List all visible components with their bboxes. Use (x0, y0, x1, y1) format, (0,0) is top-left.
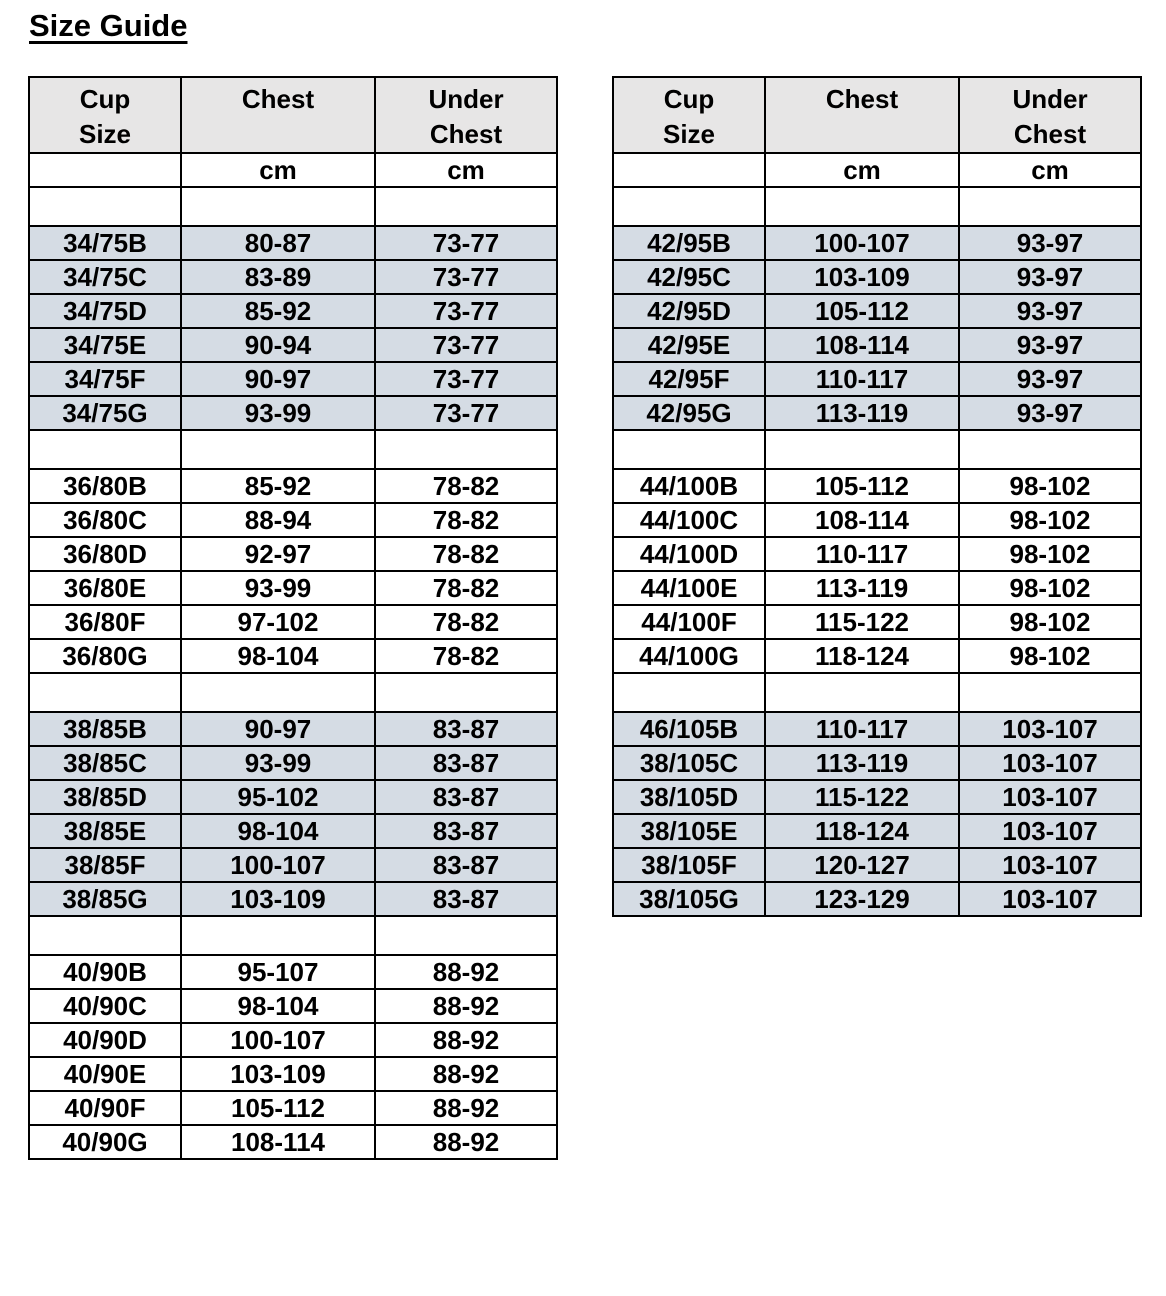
size-row (613, 712, 1141, 746)
size-row (29, 294, 557, 328)
chest-range-cell: 103-109 (181, 882, 375, 916)
size-row (613, 260, 1141, 294)
size-row (613, 396, 1141, 430)
chest-range-cell: 95-102 (181, 780, 375, 814)
chest-range-cell: 85-92 (181, 294, 375, 328)
chest-range-cell: 115-122 (765, 780, 959, 814)
chest-range-cell: 90-94 (181, 328, 375, 362)
cup-size-cell: 42/95E (613, 328, 765, 362)
chest-range-cell: 100-107 (181, 848, 375, 882)
size-row (613, 362, 1141, 396)
size-row (29, 639, 557, 673)
size-table-left (28, 76, 558, 1160)
separator-cell (613, 430, 765, 469)
cup-size-cell: 40/90B (29, 955, 181, 989)
unit-cell-under-chest: cm (375, 153, 557, 187)
size-row (29, 712, 557, 746)
chest-range-cell: 83-89 (181, 260, 375, 294)
separator-cell (765, 430, 959, 469)
separator-cell (375, 916, 557, 955)
separator-cell (959, 430, 1141, 469)
under-chest-range-cell: 83-87 (375, 746, 557, 780)
chest-range-cell: 110-117 (765, 537, 959, 571)
chest-range-cell: 103-109 (181, 1057, 375, 1091)
under-chest-range-cell: 103-107 (959, 780, 1141, 814)
unit-cell-chest: cm (765, 153, 959, 187)
cup-size-cell: 34/75D (29, 294, 181, 328)
chest-range-cell: 93-99 (181, 571, 375, 605)
separator-row (613, 673, 1141, 712)
chest-range-cell: 80-87 (181, 226, 375, 260)
chest-range-cell: 92-97 (181, 537, 375, 571)
separator-cell (181, 187, 375, 226)
cup-size-cell: 44/100F (613, 605, 765, 639)
cup-size-cell: 36/80B (29, 469, 181, 503)
size-row (613, 814, 1141, 848)
separator-row (29, 916, 557, 955)
separator-cell (29, 430, 181, 469)
size-row (29, 537, 557, 571)
chest-range-cell: 113-119 (765, 571, 959, 605)
cup-size-cell: 44/100D (613, 537, 765, 571)
separator-cell (181, 673, 375, 712)
size-row (613, 294, 1141, 328)
size-row (29, 469, 557, 503)
under-chest-range-cell: 103-107 (959, 882, 1141, 916)
size-row (613, 882, 1141, 916)
column-header-chest: Chest (765, 77, 959, 153)
separator-cell (959, 187, 1141, 226)
size-row (29, 1091, 557, 1125)
under-chest-range-cell: 98-102 (959, 469, 1141, 503)
under-chest-range-cell: 103-107 (959, 746, 1141, 780)
unit-cell-chest: cm (181, 153, 375, 187)
column-header-under-chest: Under Chest (375, 77, 557, 153)
size-row (613, 226, 1141, 260)
size-row (613, 469, 1141, 503)
chest-range-cell: 98-104 (181, 639, 375, 673)
cup-size-cell: 38/85F (29, 848, 181, 882)
cup-size-cell: 38/105F (613, 848, 765, 882)
cup-size-cell: 38/85B (29, 712, 181, 746)
separator-row (29, 673, 557, 712)
under-chest-range-cell: 88-92 (375, 1057, 557, 1091)
cup-size-cell: 34/75G (29, 396, 181, 430)
separator-cell (375, 673, 557, 712)
size-row (29, 328, 557, 362)
under-chest-range-cell: 93-97 (959, 396, 1141, 430)
size-row (29, 1057, 557, 1091)
separator-row (29, 430, 557, 469)
chest-range-cell: 105-112 (181, 1091, 375, 1125)
cup-size-cell: 42/95C (613, 260, 765, 294)
chest-range-cell: 95-107 (181, 955, 375, 989)
unit-cell-under-chest: cm (959, 153, 1141, 187)
cup-size-cell: 38/105C (613, 746, 765, 780)
size-row (29, 396, 557, 430)
chest-range-cell: 97-102 (181, 605, 375, 639)
chest-range-cell: 85-92 (181, 469, 375, 503)
cup-size-cell: 34/75C (29, 260, 181, 294)
cup-size-cell: 34/75B (29, 226, 181, 260)
units-row (29, 153, 557, 187)
cup-size-cell: 40/90D (29, 1023, 181, 1057)
separator-cell (375, 430, 557, 469)
under-chest-range-cell: 83-87 (375, 780, 557, 814)
cup-size-cell: 44/100E (613, 571, 765, 605)
under-chest-range-cell: 93-97 (959, 362, 1141, 396)
separator-cell (613, 187, 765, 226)
chest-range-cell: 120-127 (765, 848, 959, 882)
size-row (29, 226, 557, 260)
cup-size-cell: 42/95B (613, 226, 765, 260)
chest-range-cell: 88-94 (181, 503, 375, 537)
separator-cell (959, 673, 1141, 712)
size-table-right (612, 76, 1142, 917)
separator-cell (29, 187, 181, 226)
size-row (29, 1023, 557, 1057)
under-chest-range-cell: 88-92 (375, 1023, 557, 1057)
separator-cell (765, 673, 959, 712)
size-row (29, 746, 557, 780)
size-row (613, 848, 1141, 882)
cup-size-cell: 36/80D (29, 537, 181, 571)
cup-size-cell: 40/90G (29, 1125, 181, 1159)
chest-range-cell: 110-117 (765, 362, 959, 396)
under-chest-range-cell: 88-92 (375, 1091, 557, 1125)
size-row (613, 605, 1141, 639)
size-row (29, 955, 557, 989)
chest-range-cell: 115-122 (765, 605, 959, 639)
cup-size-cell: 34/75F (29, 362, 181, 396)
cup-size-cell: 38/85C (29, 746, 181, 780)
cup-size-cell: 38/105D (613, 780, 765, 814)
cup-size-cell: 42/95F (613, 362, 765, 396)
cup-size-cell: 44/100C (613, 503, 765, 537)
separator-cell (765, 187, 959, 226)
chest-range-cell: 98-104 (181, 814, 375, 848)
size-row (29, 605, 557, 639)
cup-size-cell: 34/75E (29, 328, 181, 362)
table-header-row (613, 77, 1141, 153)
column-header-cup-size: Cup Size (613, 77, 765, 153)
separator-cell (375, 187, 557, 226)
under-chest-range-cell: 93-97 (959, 328, 1141, 362)
cup-size-cell: 46/105B (613, 712, 765, 746)
under-chest-range-cell: 103-107 (959, 814, 1141, 848)
under-chest-range-cell: 88-92 (375, 1125, 557, 1159)
cup-size-cell: 44/100G (613, 639, 765, 673)
cup-size-cell: 38/105G (613, 882, 765, 916)
under-chest-range-cell: 83-87 (375, 814, 557, 848)
under-chest-range-cell: 93-97 (959, 226, 1141, 260)
under-chest-range-cell: 83-87 (375, 848, 557, 882)
under-chest-range-cell: 73-77 (375, 362, 557, 396)
under-chest-range-cell: 93-97 (959, 260, 1141, 294)
under-chest-range-cell: 98-102 (959, 537, 1141, 571)
under-chest-range-cell: 73-77 (375, 260, 557, 294)
under-chest-range-cell: 83-87 (375, 882, 557, 916)
under-chest-range-cell: 78-82 (375, 639, 557, 673)
separator-cell (181, 916, 375, 955)
column-header-cup-size: Cup Size (29, 77, 181, 153)
chest-range-cell: 90-97 (181, 362, 375, 396)
separator-cell (181, 430, 375, 469)
separator-cell (29, 916, 181, 955)
chest-range-cell: 110-117 (765, 712, 959, 746)
size-row (29, 362, 557, 396)
chest-range-cell: 113-119 (765, 746, 959, 780)
tables-container (28, 76, 1142, 1160)
under-chest-range-cell: 73-77 (375, 226, 557, 260)
chest-range-cell: 108-114 (181, 1125, 375, 1159)
size-row (29, 814, 557, 848)
size-row (29, 503, 557, 537)
under-chest-range-cell: 88-92 (375, 989, 557, 1023)
size-row (613, 571, 1141, 605)
size-row (613, 780, 1141, 814)
cup-size-cell: 44/100B (613, 469, 765, 503)
cup-size-cell: 36/80C (29, 503, 181, 537)
chest-range-cell: 93-99 (181, 396, 375, 430)
size-row (29, 848, 557, 882)
under-chest-range-cell: 93-97 (959, 294, 1141, 328)
cup-size-cell: 36/80E (29, 571, 181, 605)
under-chest-range-cell: 88-92 (375, 955, 557, 989)
size-row (613, 746, 1141, 780)
cup-size-cell: 38/85G (29, 882, 181, 916)
size-row (29, 780, 557, 814)
chest-range-cell: 105-112 (765, 294, 959, 328)
chest-range-cell: 113-119 (765, 396, 959, 430)
under-chest-range-cell: 98-102 (959, 571, 1141, 605)
under-chest-range-cell: 98-102 (959, 639, 1141, 673)
cup-size-cell: 36/80F (29, 605, 181, 639)
chest-range-cell: 108-114 (765, 503, 959, 537)
under-chest-range-cell: 73-77 (375, 294, 557, 328)
size-row (613, 537, 1141, 571)
separator-row (613, 187, 1141, 226)
chest-range-cell: 118-124 (765, 814, 959, 848)
cup-size-cell: 38/105E (613, 814, 765, 848)
under-chest-range-cell: 103-107 (959, 712, 1141, 746)
chest-range-cell: 108-114 (765, 328, 959, 362)
table-header-row (29, 77, 557, 153)
size-row (29, 571, 557, 605)
chest-range-cell: 93-99 (181, 746, 375, 780)
column-header-under-chest: Under Chest (959, 77, 1141, 153)
size-row (29, 1125, 557, 1159)
size-row (613, 503, 1141, 537)
size-row (613, 328, 1141, 362)
chest-range-cell: 100-107 (181, 1023, 375, 1057)
chest-range-cell: 123-129 (765, 882, 959, 916)
size-row (29, 989, 557, 1023)
separator-row (29, 187, 557, 226)
chest-range-cell: 103-109 (765, 260, 959, 294)
cup-size-cell: 42/95G (613, 396, 765, 430)
cup-size-cell: 42/95D (613, 294, 765, 328)
chest-range-cell: 98-104 (181, 989, 375, 1023)
size-row (613, 639, 1141, 673)
separator-cell (29, 673, 181, 712)
under-chest-range-cell: 98-102 (959, 503, 1141, 537)
under-chest-range-cell: 78-82 (375, 469, 557, 503)
cup-size-cell: 40/90E (29, 1057, 181, 1091)
under-chest-range-cell: 73-77 (375, 396, 557, 430)
size-row (29, 882, 557, 916)
unit-cell-cup-size (613, 153, 765, 187)
under-chest-range-cell: 78-82 (375, 605, 557, 639)
chest-range-cell: 100-107 (765, 226, 959, 260)
cup-size-cell: 36/80G (29, 639, 181, 673)
chest-range-cell: 105-112 (765, 469, 959, 503)
cup-size-cell: 38/85D (29, 780, 181, 814)
separator-row (613, 430, 1141, 469)
units-row (613, 153, 1141, 187)
column-header-chest: Chest (181, 77, 375, 153)
cup-size-cell: 40/90F (29, 1091, 181, 1125)
under-chest-range-cell: 98-102 (959, 605, 1141, 639)
page-title: Size Guide (29, 8, 188, 43)
under-chest-range-cell: 103-107 (959, 848, 1141, 882)
cup-size-cell: 38/85E (29, 814, 181, 848)
under-chest-range-cell: 73-77 (375, 328, 557, 362)
under-chest-range-cell: 78-82 (375, 571, 557, 605)
cup-size-cell: 40/90C (29, 989, 181, 1023)
chest-range-cell: 90-97 (181, 712, 375, 746)
under-chest-range-cell: 83-87 (375, 712, 557, 746)
under-chest-range-cell: 78-82 (375, 537, 557, 571)
chest-range-cell: 118-124 (765, 639, 959, 673)
under-chest-range-cell: 78-82 (375, 503, 557, 537)
unit-cell-cup-size (29, 153, 181, 187)
separator-cell (613, 673, 765, 712)
size-row (29, 260, 557, 294)
